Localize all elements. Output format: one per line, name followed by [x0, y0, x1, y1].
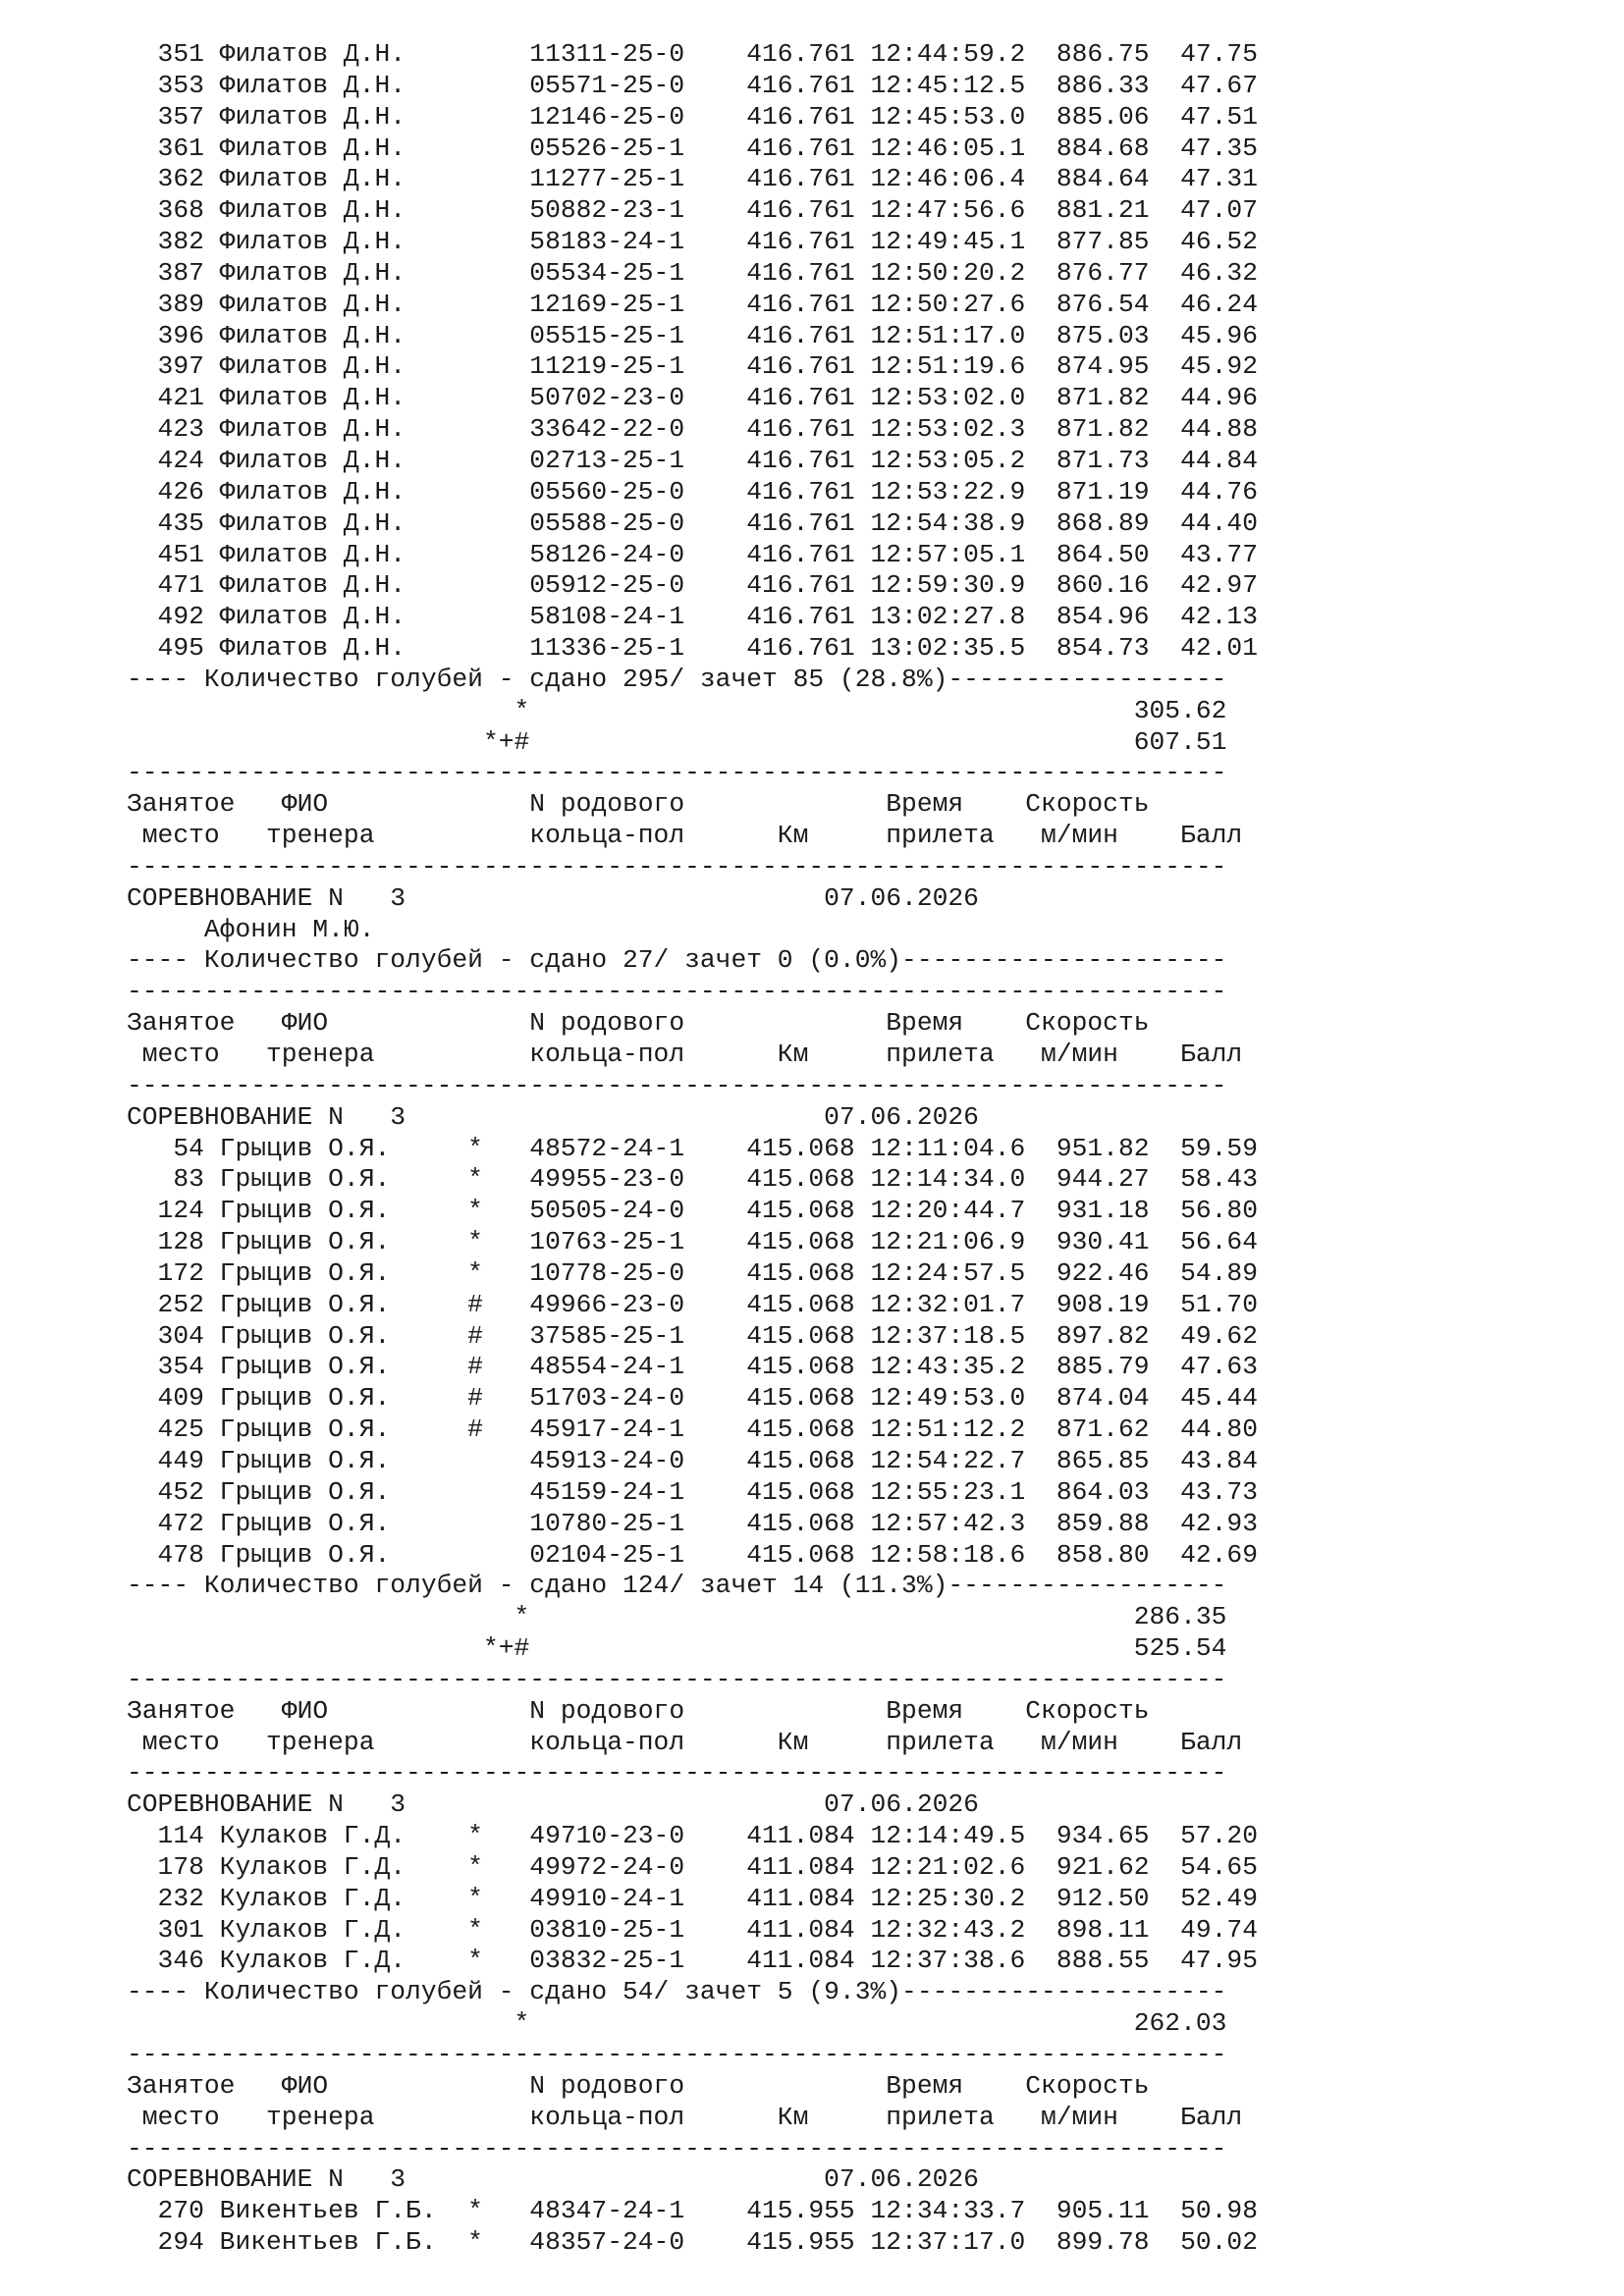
summary-line: ---- Количество голубей - сдано 54/ зачет 5 (9.3%)--------------------- [127, 1977, 1227, 2007]
result-row: 472 Грыцив О.Я. 10780-25-1 415.068 12:57:42.3 859.88 42.93 [127, 1508, 1258, 1538]
result-row: 232 Кулаков Г.Д. * 49910-24-1 411.084 12:25:30.2 912.50 52.49 [127, 1883, 1258, 1913]
result-row: 83 Грыцив О.Я. * 49955-23-0 415.068 12:14:34.0 944.27 58.43 [127, 1164, 1258, 1195]
result-row: 424 Филатов Д.Н. 02713-25-1 416.761 12:53:05.2 871.73 44.84 [127, 445, 1258, 475]
result-row: 357 Филатов Д.Н. 12146-25-0 416.761 12:45:53.0 885.06 47.51 [127, 101, 1258, 132]
result-row: 397 Филатов Д.Н. 11219-25-1 416.761 12:51:19.6 874.95 45.92 [127, 351, 1258, 382]
total-score-line: *+# 525.54 [127, 1633, 1227, 1664]
trainer-name-line: Афонин М.Ю. [127, 914, 375, 944]
divider-line: ----------------------------------------------------------------------- [127, 758, 1227, 788]
result-row: 387 Филатов Д.Н. 05534-25-1 416.761 12:50:20.2 876.77 46.32 [127, 257, 1258, 288]
result-row: 354 Грыцив О.Я. # 48554-24-1 415.068 12:43:35.2 885.79 47.63 [127, 1352, 1258, 1382]
summary-line: ---- Количество голубей - сдано 295/ зачет 85 (28.8%)------------------ [127, 664, 1227, 694]
result-row: 351 Филатов Д.Н. 11311-25-0 416.761 12:44:59.2 886.75 47.75 [127, 39, 1258, 69]
result-row: 425 Грыцив О.Я. # 45917-24-1 415.068 12:51:12.2 871.62 44.80 [127, 1415, 1258, 1445]
result-row: 421 Филатов Д.Н. 50702-23-0 416.761 12:53:02.0 871.82 44.96 [127, 383, 1258, 413]
divider-line: ----------------------------------------------------------------------- [127, 977, 1227, 1007]
result-row: 396 Филатов Д.Н. 05515-25-1 416.761 12:51:17.0 875.03 45.96 [127, 320, 1258, 350]
result-row: 389 Филатов Д.Н. 12169-25-1 416.761 12:50:27.6 876.54 46.24 [127, 289, 1258, 319]
total-score-line: * 305.62 [127, 695, 1227, 725]
result-row: 452 Грыцив О.Я. 45159-24-1 415.068 12:55:23.1 864.03 43.73 [127, 1476, 1258, 1507]
result-row: 478 Грыцив О.Я. 02104-25-1 415.068 12:58:18.6 858.80 42.69 [127, 1539, 1258, 1570]
result-row: 409 Грыцив О.Я. # 51703-24-0 415.068 12:49:53.0 874.04 45.44 [127, 1383, 1258, 1414]
result-row: 423 Филатов Д.Н. 33642-22-0 416.761 12:53:02.3 871.82 44.88 [127, 414, 1258, 445]
column-header: место тренера кольца-пол Км прилета м/мин Балл [127, 821, 1243, 851]
divider-line: ----------------------------------------------------------------------- [127, 851, 1227, 881]
total-score-line: * 286.35 [127, 1602, 1227, 1632]
result-row: 114 Кулаков Г.Д. * 49710-23-0 411.084 12:14:49.5 934.65 57.20 [127, 1821, 1258, 1851]
result-row: 346 Кулаков Г.Д. * 03832-25-1 411.084 12:37:38.6 888.55 47.95 [127, 1946, 1258, 1976]
column-header: Занятое ФИО N родового Время Скорость [127, 789, 1150, 820]
result-row: 294 Викентьев Г.Б. * 48357-24-0 415.955 12:37:17.0 899.78 50.02 [127, 2227, 1258, 2258]
summary-line: ---- Количество голубей - сдано 124/ зачет 14 (11.3%)------------------ [127, 1571, 1227, 1601]
result-row: 492 Филатов Д.Н. 58108-24-1 416.761 13:02:27.8 854.96 42.13 [127, 602, 1258, 632]
result-row: 361 Филатов Д.Н. 05526-25-1 416.761 12:46:05.1 884.68 47.35 [127, 133, 1258, 163]
result-row: 304 Грыцив О.Я. # 37585-25-1 415.068 12:37:18.5 897.82 49.62 [127, 1320, 1258, 1351]
divider-line: ----------------------------------------------------------------------- [127, 2133, 1227, 2163]
column-header: Занятое ФИО N родового Время Скорость [127, 1008, 1150, 1039]
divider-line: ----------------------------------------------------------------------- [127, 2040, 1227, 2069]
divider-line: ----------------------------------------------------------------------- [127, 1070, 1227, 1100]
result-row: 172 Грыцив О.Я. * 10778-25-0 415.068 12:24:57.5 922.46 54.89 [127, 1257, 1258, 1288]
competition-heading: СОРЕВНОВАНИЕ N 3 07.06.2026 [127, 1789, 979, 1820]
column-header: место тренера кольца-пол Км прилета м/мин Балл [127, 2102, 1243, 2132]
competition-heading: СОРЕВНОВАНИЕ N 3 07.06.2026 [127, 2164, 979, 2195]
result-row: 362 Филатов Д.Н. 11277-25-1 416.761 12:46:06.4 884.64 47.31 [127, 164, 1258, 194]
column-header: место тренера кольца-пол Км прилета м/мин Балл [127, 1040, 1243, 1069]
column-header: Занятое ФИО N родового Время Скорость [127, 2070, 1150, 2101]
result-row: 128 Грыцив О.Я. * 10763-25-1 415.068 12:21:06.9 930.41 56.64 [127, 1227, 1258, 1257]
column-header: место тренера кольца-пол Км прилета м/мин Балл [127, 1727, 1243, 1757]
result-row: 178 Кулаков Г.Д. * 49972-24-0 411.084 12:21:02.6 921.62 54.65 [127, 1851, 1258, 1882]
result-row: 451 Филатов Д.Н. 58126-24-0 416.761 12:57:05.1 864.50 43.77 [127, 539, 1258, 569]
column-header: Занятое ФИО N родового Время Скорость [127, 1695, 1150, 1726]
total-score-line: *+# 607.51 [127, 726, 1227, 757]
result-row: 353 Филатов Д.Н. 05571-25-0 416.761 12:45:12.5 886.33 47.67 [127, 70, 1258, 100]
result-row: 301 Кулаков Г.Д. * 03810-25-1 411.084 12:32:43.2 898.11 49.74 [127, 1914, 1258, 1945]
result-row: 252 Грыцив О.Я. # 49966-23-0 415.068 12:32:01.7 908.19 51.70 [127, 1289, 1258, 1319]
result-row: 426 Филатов Д.Н. 05560-25-0 416.761 12:53:22.9 871.19 44.76 [127, 476, 1258, 507]
results-report [127, 39, 1258, 2259]
result-row: 124 Грыцив О.Я. * 50505-24-0 415.068 12:20:44.7 931.18 56.80 [127, 1196, 1258, 1226]
divider-line: ----------------------------------------------------------------------- [127, 1758, 1227, 1789]
competition-heading: СОРЕВНОВАНИЕ N 3 07.06.2026 [127, 1101, 979, 1132]
result-row: 270 Викентьев Г.Б. * 48347-24-1 415.955 12:34:33.7 905.11 50.98 [127, 2196, 1258, 2226]
result-row: 382 Филатов Д.Н. 58183-24-1 416.761 12:49:45.1 877.85 46.52 [127, 227, 1258, 257]
competition-heading: СОРЕВНОВАНИЕ N 3 07.06.2026 [127, 882, 979, 913]
summary-line: ---- Количество голубей - сдано 27/ зачет 0 (0.0%)--------------------- [127, 945, 1227, 976]
result-row: 495 Филатов Д.Н. 11336-25-1 416.761 13:02:35.5 854.73 42.01 [127, 633, 1258, 664]
result-row: 435 Филатов Д.Н. 05588-25-0 416.761 12:54:38.9 868.89 44.40 [127, 507, 1258, 538]
total-score-line: * 262.03 [127, 2008, 1227, 2039]
divider-line: ----------------------------------------------------------------------- [127, 1664, 1227, 1694]
result-row: 449 Грыцив О.Я. 45913-24-0 415.068 12:54:22.7 865.85 43.84 [127, 1445, 1258, 1475]
result-row: 368 Филатов Д.Н. 50882-23-1 416.761 12:47:56.6 881.21 47.07 [127, 195, 1258, 226]
result-row: 54 Грыцив О.Я. * 48572-24-1 415.068 12:11:04.6 951.82 59.59 [127, 1133, 1258, 1163]
result-row: 471 Филатов Д.Н. 05912-25-0 416.761 12:59:30.9 860.16 42.97 [127, 570, 1258, 601]
